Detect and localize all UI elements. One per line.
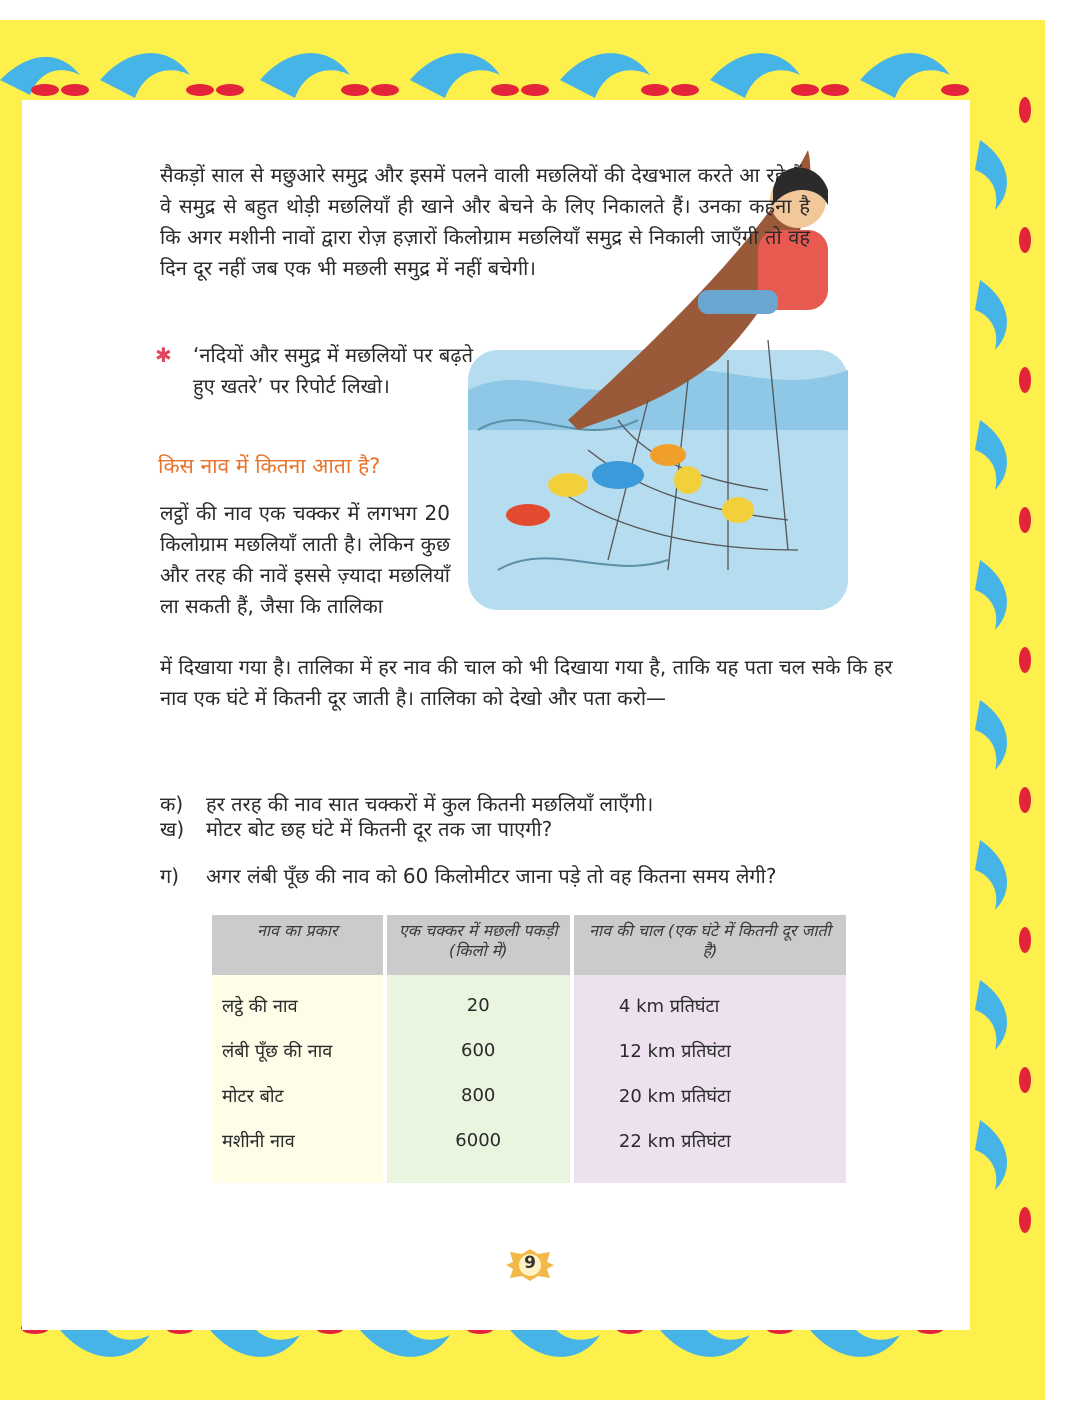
table-row <box>212 1118 846 1183</box>
boat-cell: लंबी पूँछ की नाव <box>212 1028 383 1073</box>
catch-cell: 800 <box>387 1073 570 1118</box>
table-row <box>212 1073 846 1118</box>
catch-cell: 600 <box>387 1028 570 1073</box>
question-b-row <box>160 815 552 842</box>
speed-cell: 4 km प्रतिघंटा <box>574 975 846 1028</box>
table-row <box>212 1028 846 1073</box>
intro-paragraph: सैकड़ों साल से मछुआरे समुद्र और इसमें पलने वाली मछलियों की देखभाल करते आ रहे हैं। वे समुद्र से बहुत थोड़ी मछलियाँ ही खाने और बेचने के लिए निकालते हैं। उनका कहना है कि अगर मशीनी नावों द्वारा रोज़ हज़ारों किलोग्राम मछलियाँ समुद्र से निकाली जाएँगी तो वह दिन दूर नहीं जब एक भी मछली समुद्र में नहीं बचेगी। <box>160 163 810 280</box>
question-text: मोटर बोट छह घंटे में कितनी दूर तक जा पाएगी? <box>206 817 553 841</box>
table-intro-paragraph: में दिखाया गया है। तालिका में हर नाव की चाल को भी दिखाया गया है, ताकि यह पता चल सके कि हर नाव एक घंटे में कितनी दूर जाती है। तालिका को देखो और पता करो— <box>160 655 893 710</box>
boat-cell: मशीनी नाव <box>212 1118 383 1183</box>
header-speed: नाव की चाल (एक घंटे में कितनी दूर जाती है) <box>574 915 846 975</box>
question-text: हर तरह की नाव सात चक्करों में कुल कितनी मछलियाँ लाएँगी। <box>206 792 654 816</box>
question-a <box>160 790 653 817</box>
catch-cell: 20 <box>387 975 570 1028</box>
table-row <box>212 975 846 1028</box>
speed-cell: 12 km प्रतिघंटा <box>574 1028 846 1073</box>
question-label: क) <box>160 792 184 816</box>
question-label: ग) <box>160 864 180 888</box>
header-catch: एक चक्कर में मछली पकड़ी (किलो में) <box>387 915 570 975</box>
question-c <box>160 862 776 889</box>
section-heading: किस नाव में कितना आता है? <box>158 454 381 478</box>
question-label: ख) <box>160 817 185 841</box>
report-task <box>155 340 475 402</box>
boat-cell: मोटर बोट <box>212 1073 383 1118</box>
speed-cell: 22 km प्रतिघंटा <box>574 1118 846 1183</box>
bullet-star-icon: ✱ <box>155 343 172 367</box>
right-wave-border <box>970 80 1045 1340</box>
page-number: 9 <box>524 1253 536 1273</box>
catch-cell: 6000 <box>387 1118 570 1183</box>
boat-cell: लट्ठे की नाव <box>212 975 383 1028</box>
speed-cell: 20 km प्रतिघंटा <box>574 1073 846 1118</box>
boat-catch-paragraph: लट्ठों की नाव एक चक्कर में लगभग 20 किलोग्राम मछलियाँ लाती है। लेकिन कुछ और तरह की नावें इससे ज़्यादा मछलियाँ ला सकती हैं, जैसा कि तालिका <box>160 501 450 618</box>
question-text: अगर लंबी पूँछ की नाव को 60 किलोमीटर जाना पड़े तो वह कितना समय लेगी? <box>206 864 777 888</box>
table-header-row <box>212 915 846 975</box>
header-boat-type: नाव का प्रकार <box>212 915 383 975</box>
boat-table <box>208 915 850 1183</box>
report-task-text: ‘नदियों और समुद्र में मछलियों पर बढ़ते हुए खतरे’ पर रिपोर्ट लिखो। <box>193 343 474 398</box>
